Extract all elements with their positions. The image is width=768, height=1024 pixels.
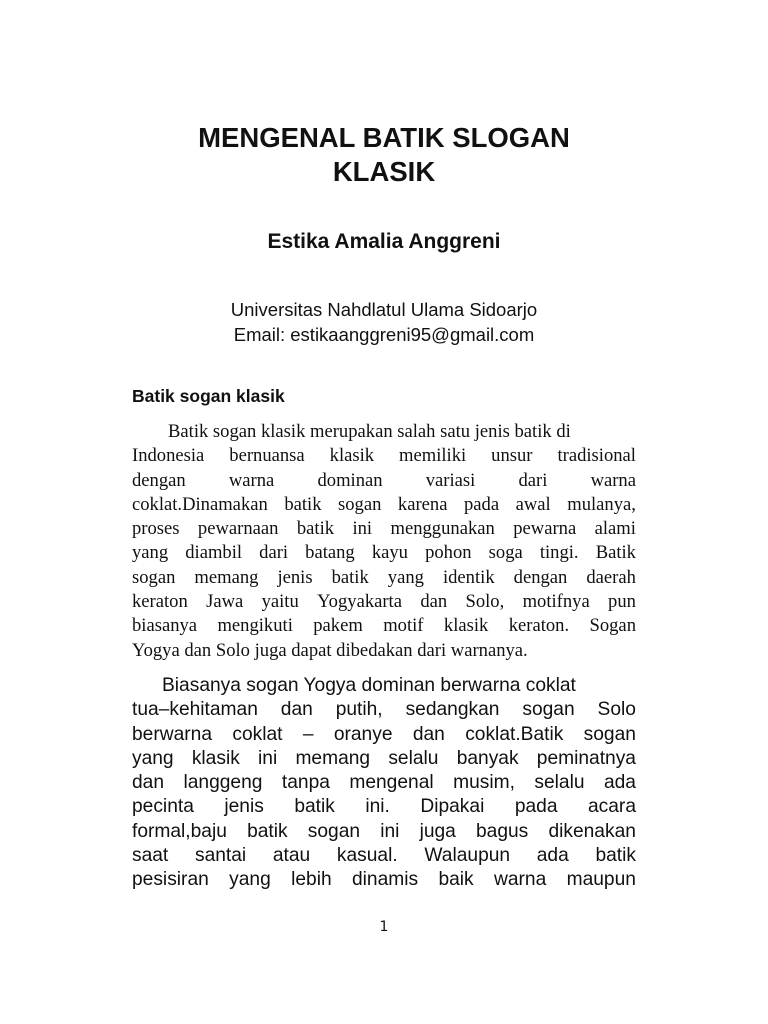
word: alami xyxy=(594,518,636,540)
word: peminatnya xyxy=(536,747,636,769)
word: Dipakai xyxy=(420,796,485,818)
word: unsur xyxy=(491,445,533,467)
word: ada xyxy=(603,772,636,794)
word: Sogan xyxy=(589,615,636,637)
paragraph-line xyxy=(132,493,636,517)
word: klasik xyxy=(443,615,489,637)
word: klasik xyxy=(191,747,240,769)
word: baik xyxy=(438,869,474,891)
word: bernuansa xyxy=(229,445,305,467)
word: coklat.Batik xyxy=(465,723,564,745)
paragraph-line xyxy=(132,844,636,868)
paragraph-line xyxy=(132,723,636,747)
word: batik xyxy=(284,493,322,515)
word: identik xyxy=(442,566,495,588)
word: dan xyxy=(280,699,313,721)
word: maupun xyxy=(566,869,636,891)
word: Batik xyxy=(595,542,636,564)
word: pohon xyxy=(425,542,472,564)
word: dan xyxy=(420,591,448,613)
word: warna xyxy=(494,869,547,891)
document-title xyxy=(120,121,648,189)
word: yang xyxy=(229,869,271,891)
word: mengikuti xyxy=(217,615,293,637)
paragraph-line xyxy=(132,698,636,722)
word: bagus xyxy=(476,820,529,842)
word: sogan xyxy=(522,699,575,721)
word: batik xyxy=(247,820,288,842)
word: Yogyakarta xyxy=(317,591,402,613)
paragraph-line xyxy=(132,444,636,468)
word: pewarna xyxy=(513,518,577,540)
title-line: MENGENAL BATIK SLOGAN xyxy=(198,122,570,153)
author-name: Estika Amalia Anggreni xyxy=(267,230,501,253)
word: dengan xyxy=(132,469,186,491)
word: mulanya, xyxy=(567,493,636,515)
word: warna xyxy=(228,469,275,491)
word: daerah xyxy=(586,566,636,588)
word: pewarnaan xyxy=(197,518,279,540)
word: warna xyxy=(590,469,636,491)
word: motif xyxy=(383,615,424,637)
word: karena xyxy=(397,493,448,515)
word: motifnya xyxy=(522,591,590,613)
word: dan xyxy=(412,723,445,745)
word: dari xyxy=(259,542,289,564)
paragraph-line xyxy=(132,820,636,844)
word: oranye xyxy=(333,723,393,745)
word: banyak xyxy=(456,747,519,769)
word: yang xyxy=(132,747,174,769)
paragraph-line xyxy=(132,868,636,892)
word: yang xyxy=(132,542,169,564)
word: pada xyxy=(463,493,500,515)
paragraph-line xyxy=(132,469,636,493)
word: keraton. xyxy=(508,615,570,637)
email: Email: estikaanggreni95@gmail.com xyxy=(233,324,535,345)
word: pun xyxy=(608,591,636,613)
word: saat xyxy=(132,845,169,867)
word: coklat.Dinamakan xyxy=(132,493,268,515)
word: ini xyxy=(380,820,400,842)
word: jenis xyxy=(277,566,313,588)
word: awal xyxy=(515,493,551,515)
word: memang xyxy=(194,566,259,588)
word: musim, xyxy=(453,772,515,794)
word: sogan xyxy=(307,820,361,842)
word: juga xyxy=(419,820,456,842)
affiliation: Universitas Nahdlatul Ulama Sidoarjo xyxy=(230,299,538,320)
paragraph-serif xyxy=(132,420,636,663)
page-number: 1 xyxy=(379,919,389,935)
word: batik xyxy=(595,845,636,867)
paragraph-line xyxy=(132,614,636,638)
word: selalu xyxy=(388,747,439,769)
word: dikenakan xyxy=(548,820,636,842)
word: variasi xyxy=(425,469,476,491)
word: formal,baju xyxy=(132,820,227,842)
word: dinamis xyxy=(351,869,419,891)
word: tradisional xyxy=(557,445,636,467)
word: putih, xyxy=(335,699,383,721)
word: memiliki xyxy=(399,445,467,467)
word: dengan xyxy=(513,566,568,588)
word: tanpa xyxy=(281,772,330,794)
word: langgeng xyxy=(183,772,263,794)
word: Solo, xyxy=(465,591,505,613)
word: mengenal xyxy=(349,772,434,794)
word: dari xyxy=(518,469,548,491)
paragraph-line: Batik sogan klasik merupakan salah satu jenis batik di xyxy=(168,421,571,442)
word: – xyxy=(302,723,314,745)
word: dominan xyxy=(317,469,383,491)
word: batik xyxy=(294,796,335,818)
word: tingi. xyxy=(539,542,579,564)
word: lebih xyxy=(291,869,332,891)
word: keraton xyxy=(132,591,188,613)
word: batang xyxy=(305,542,355,564)
word: coklat xyxy=(232,723,283,745)
word: Solo xyxy=(597,699,636,721)
word: klasik xyxy=(329,445,375,467)
word: ini xyxy=(352,518,373,540)
word: diambil xyxy=(185,542,243,564)
word: acara xyxy=(588,796,636,818)
word: dan xyxy=(132,772,165,794)
paragraph-line xyxy=(132,771,636,795)
word: sogan xyxy=(132,566,176,588)
word: pecinta xyxy=(132,796,194,818)
word: sogan xyxy=(338,493,382,515)
word: selalu xyxy=(534,772,585,794)
word: pesisiran xyxy=(132,869,209,891)
section-heading: Batik sogan klasik xyxy=(132,386,285,406)
author-affiliation-block xyxy=(120,297,648,347)
word: ini xyxy=(258,747,278,769)
title-line: KLASIK xyxy=(332,156,436,187)
word: Walaupun xyxy=(424,845,511,867)
word: proses xyxy=(132,518,180,540)
word: soga xyxy=(488,542,523,564)
word: sedangkan xyxy=(405,699,500,721)
word: pada xyxy=(514,796,558,818)
word: Jawa xyxy=(206,591,244,613)
paragraph-line xyxy=(132,590,636,614)
word: sogan xyxy=(583,723,636,745)
word: memang xyxy=(295,747,371,769)
word: kasual. xyxy=(336,845,398,867)
word: tua–kehitaman xyxy=(132,699,258,721)
word: Indonesia xyxy=(132,445,205,467)
word: yang xyxy=(387,566,424,588)
paragraph-line xyxy=(132,795,636,819)
paragraph-line: Yogya dan Solo juga dapat dibedakan dari warnanya. xyxy=(132,639,528,661)
word: pakem xyxy=(313,615,363,637)
paragraph-line: Biasanya sogan Yogya dominan berwarna coklat xyxy=(162,675,576,696)
word: yaitu xyxy=(261,591,299,613)
word: berwarna xyxy=(132,723,212,745)
word: ini. xyxy=(365,796,390,818)
word: ada xyxy=(536,845,569,867)
word: santai xyxy=(194,845,247,867)
paragraph-line xyxy=(132,747,636,771)
word: menggunakan xyxy=(390,518,495,540)
word: jenis xyxy=(224,796,264,818)
word: biasanya xyxy=(132,615,198,637)
word: atau xyxy=(272,845,311,867)
word: kayu xyxy=(371,542,408,564)
paragraph-line xyxy=(132,566,636,590)
word: batik xyxy=(331,566,369,588)
paragraph-line xyxy=(132,517,636,541)
word: batik xyxy=(296,518,335,540)
paragraph-sans xyxy=(132,674,636,893)
paragraph-line xyxy=(132,541,636,565)
